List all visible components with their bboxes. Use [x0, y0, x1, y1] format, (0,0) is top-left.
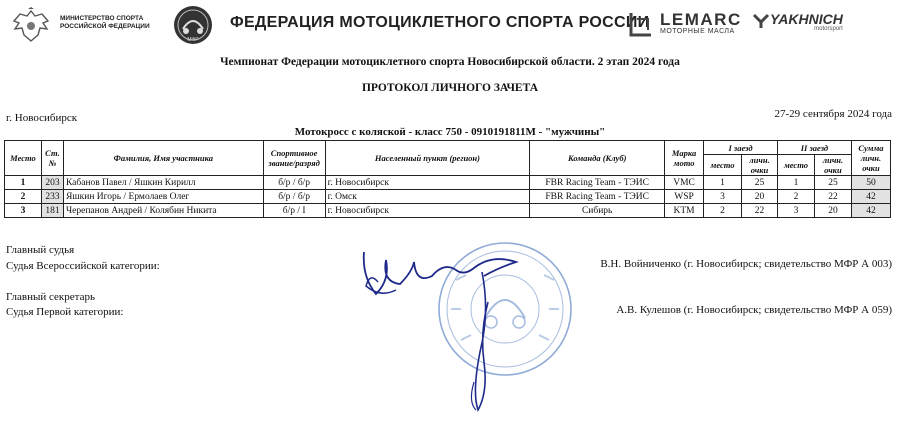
lemarc-name: LEMARC: [660, 10, 742, 29]
cell-r1-points: 20: [742, 190, 778, 204]
table-row: [5, 176, 891, 190]
chief-judge-category: Судья Всероссийской категории:: [6, 260, 160, 272]
cell-moto: KTM: [665, 204, 704, 218]
cell-name: Кабанов Павел / Яшкин Кирилл: [63, 176, 263, 190]
yakhnich-logo-icon: [752, 12, 770, 30]
cell-number: 203: [41, 176, 63, 190]
cell-moto: WSP: [665, 190, 704, 204]
header-race2: II заезд: [777, 141, 851, 155]
header-city: Населенный пункт (регион): [325, 141, 530, 176]
page-header: [0, 0, 900, 48]
cell-place: 3: [5, 204, 42, 218]
cell-rank: б/р / б/р: [263, 176, 325, 190]
header-name: Фамилия, Имя участника: [63, 141, 263, 176]
cell-r1-points: 22: [742, 204, 778, 218]
federation-title: ФЕДЕРАЦИЯ МОТОЦИКЛЕТНОГО СПОРТА РОССИИ: [230, 14, 650, 31]
cell-r2-points: 20: [814, 204, 851, 218]
cell-rank: б/р / I: [263, 204, 325, 218]
results-table: [4, 140, 891, 218]
cell-r1-place: 3: [704, 190, 742, 204]
yakhnich-name: YAKHNICH: [770, 11, 843, 27]
cell-sum: 50: [851, 176, 890, 190]
lemarc-logo: [660, 11, 742, 35]
race-title: Мотокросс с коляской - класс 750 - 0910191811М - "мужчины": [294, 126, 606, 138]
header-place: Место: [5, 141, 42, 176]
cell-sum: 42: [851, 190, 890, 204]
cell-number: 233: [41, 190, 63, 204]
chief-secretary-category: Судья Первой категории:: [6, 306, 124, 318]
mfr-logo-text: МФР: [187, 37, 199, 43]
cell-r1-place: 1: [704, 176, 742, 190]
cell-sum: 42: [851, 204, 890, 218]
header-race1: I заезд: [704, 141, 778, 155]
mfr-logo-icon: [172, 5, 214, 45]
chief-secretary-role: Главный секретарь: [6, 291, 95, 303]
russian-coat-of-arms-icon: [10, 7, 52, 45]
cell-city: г. Новосибирск: [325, 204, 530, 218]
cell-place: 2: [5, 190, 42, 204]
cell-r2-place: 1: [777, 176, 814, 190]
cell-moto: VMC: [665, 176, 704, 190]
judge-signature-icon: [356, 232, 546, 417]
header-sum: Сумма личн. очки: [851, 141, 890, 176]
chief-judge-role: Главный судья: [6, 244, 75, 256]
cell-name: Черепанов Андрей / Колябин Никита: [63, 204, 263, 218]
championship-title: Чемпионат Федерации мотоциклетного спорта Новосибирской области. 2 этап 2024 года: [220, 56, 680, 68]
lemarc-logo-icon: [628, 11, 654, 37]
header-race1-points: личн. очки: [742, 155, 778, 176]
cell-name: Яшкин Игорь / Ермолаев Олег: [63, 190, 263, 204]
chief-judge-name: В.Н. Войниченко (г. Новосибирск; свидетельство МФР А 003): [600, 258, 892, 270]
header-race2-points: личн. очки: [814, 155, 851, 176]
cell-team: Сибирь: [530, 204, 665, 218]
event-city: г. Новосибирск: [6, 112, 78, 124]
yakhnich-logo: [770, 12, 843, 32]
header-race2-place: место: [777, 155, 814, 176]
cell-team: FBR Racing Team - ТЭИС: [530, 190, 665, 204]
cell-r2-place: 3: [777, 204, 814, 218]
table-row: [5, 190, 891, 204]
cell-team: FBR Racing Team - ТЭИС: [530, 176, 665, 190]
header-number: Ст. №: [41, 141, 63, 176]
header-rank: Спортивное звание/разряд: [263, 141, 325, 176]
chief-secretary-name: А.В. Кулешов (г. Новосибирск; свидетельство МФР А 059): [616, 304, 892, 316]
table-header-row: [5, 141, 891, 155]
lemarc-subtitle: МОТОРНЫЕ МАСЛА: [660, 28, 735, 35]
cell-r2-points: 25: [814, 176, 851, 190]
ministry-text: МИНИСТЕРСТВО СПОРТА РОССИЙСКОЙ ФЕДЕРАЦИИ: [60, 15, 150, 30]
cell-city: г. Омск: [325, 190, 530, 204]
header-moto: Марка мото: [665, 141, 704, 176]
cell-r1-points: 25: [742, 176, 778, 190]
yakhnich-subtitle: motorsport: [814, 26, 843, 32]
cell-r2-points: 22: [814, 190, 851, 204]
cell-rank: б/р / б/р: [263, 190, 325, 204]
header-team: Команда (Клуб): [530, 141, 665, 176]
cell-number: 181: [41, 204, 63, 218]
event-date: 27-29 сентября 2024 года: [774, 108, 892, 120]
table-row: [5, 204, 891, 218]
header-race1-place: место: [704, 155, 742, 176]
cell-r2-place: 2: [777, 190, 814, 204]
cell-city: г. Новосибирск: [325, 176, 530, 190]
cell-place: 1: [5, 176, 42, 190]
protocol-title: ПРОТОКОЛ ЛИЧНОГО ЗАЧЕТА: [361, 82, 538, 94]
cell-r1-place: 2: [704, 204, 742, 218]
